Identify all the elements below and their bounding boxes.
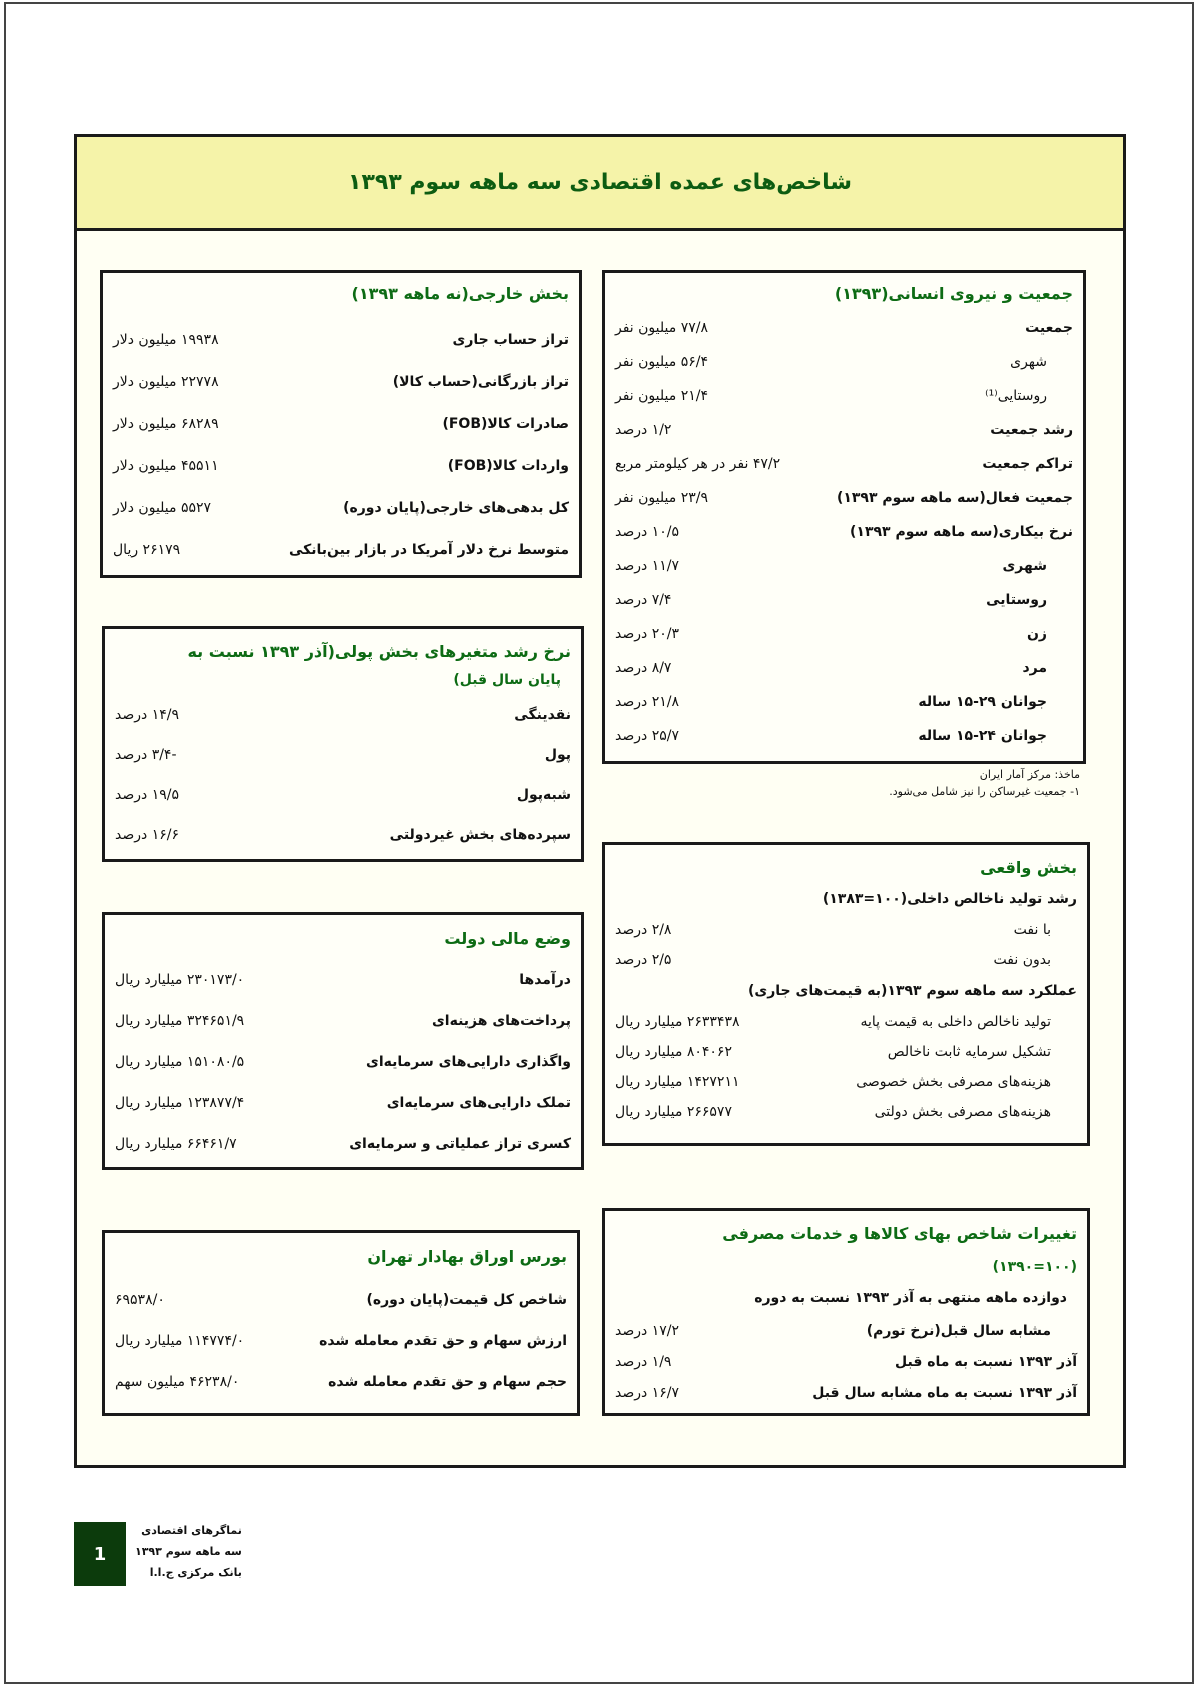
table-row: پول -۳/۴ درصد — [115, 747, 571, 763]
cpi-base-year: (۱۰۰=۱۳۹۰) — [992, 1259, 1077, 1275]
performance-heading: عملکرد سه ماهه سوم ۱۳۹۳(به قیمت‌های جاری) — [748, 983, 1077, 999]
table-row: جوانان ۲۹-۱۵ ساله ۲۱/۸ درصد — [615, 694, 1047, 710]
table-row: تراز بازرگانی(حساب کالا) ۲۲۷۷۸ میلیون دلار — [113, 374, 569, 390]
source-note: ماخذ: مرکز آمار ایران — [979, 768, 1080, 781]
table-row: آذر ۱۳۹۳ نسبت به ماه قبل ۱/۹ درصد — [615, 1353, 1077, 1370]
table-row: زن ۲۰/۳ درصد — [615, 626, 1047, 642]
cpi-title: تغییرات شاخص بهای کالاها و خدمات مصرفی — [722, 1224, 1077, 1243]
cpi-heading: دوازده ماهه منتهی به آذر ۱۳۹۳ نسبت به دوره — [754, 1290, 1067, 1306]
table-row: روستایی ۷/۴ درصد — [615, 592, 1047, 608]
footer-line: بانک مرکزی ج.ا.ا — [149, 1566, 242, 1579]
table-row: با نفت ۲/۸ درصد — [615, 922, 1051, 938]
table-row: کل بدهی‌های خارجی(پایان دوره) ۵۵۲۷ میلیون دلار — [113, 500, 569, 516]
table-row: مرد ۸/۷ درصد — [615, 660, 1047, 676]
table-row: جمعیت ۷۷/۸ میلیون نفر — [615, 320, 1073, 336]
monetary-box — [102, 626, 584, 862]
table-row: درآمدها ۲۳۰۱۷۳/۰ میلیارد ریال — [115, 971, 571, 988]
table-row: کسری تراز عملیاتی و سرمایه‌ای ۶۶۴۶۱/۷ میلیارد ریال — [115, 1135, 571, 1152]
table-row: پرداخت‌های هزینه‌ای ۳۲۴۶۵۱/۹ میلیارد ریال — [115, 1012, 571, 1029]
table-row: جوانان ۲۴-۱۵ ساله ۲۵/۷ درصد — [615, 728, 1047, 744]
monetary-subtitle: پایان سال قبل) — [453, 672, 561, 688]
table-row: سپرده‌های بخش غیردولتی ۱۶/۶ درصد — [115, 827, 571, 843]
table-row: شبه‌پول ۱۹/۵ درصد — [115, 787, 571, 803]
table-row: متوسط نرخ دلار آمریکا در بازار بین‌بانکی ۲۶۱۷۹ ریال — [113, 542, 569, 558]
table-row: تشکیل سرمایه ثابت ناخالص ۸۰۴۰۶۲ میلیارد ریال — [615, 1044, 1051, 1060]
real-sector-box — [602, 842, 1090, 1146]
stock-exchange-box — [102, 1230, 580, 1416]
table-row: شاخص کل قیمت(پایان دوره) ۶۹۵۳۸/۰ — [115, 1291, 567, 1308]
stock-exchange-title: بورس اوراق بهادار تهران — [367, 1247, 567, 1266]
table-row: بدون نفت ۲/۵ درصد — [615, 952, 1051, 968]
external-rows — [103, 307, 579, 571]
table-row: حجم سهام و حق تقدم معامله شده ۴۶۲۳۸/۰ میلیون سهم — [115, 1373, 567, 1390]
footnote: ۱- جمعیت غیرساکن را نیز شامل می‌شود. — [889, 785, 1080, 798]
table-row: هزینه‌های مصرفی بخش خصوصی ۱۴۲۷۲۱۱ میلیارد ریال — [615, 1074, 1051, 1090]
table-row: شهری ۵۶/۴ میلیون نفر — [615, 354, 1047, 370]
table-row: نرخ بیکاری(سه ماهه سوم ۱۳۹۳) ۱۰/۵ درصد — [615, 524, 1073, 540]
fiscal-box — [102, 912, 584, 1170]
table-row: رشد جمعیت ۱/۲ درصد — [615, 422, 1073, 438]
table-row: واردات کالا(FOB) ۴۵۵۱۱ میلیون دلار — [113, 458, 569, 474]
monetary-title: نرخ رشد متغیرهای بخش پولی(آذر ۱۳۹۳ نسبت به — [187, 642, 571, 661]
monetary-rows — [105, 693, 581, 855]
gdp-growth-heading: رشد تولید ناخالص داخلی(۱۰۰=۱۳۸۳) — [822, 891, 1077, 907]
page-number: 1 — [74, 1522, 126, 1586]
footer-line: نماگرهای اقتصادی — [141, 1524, 242, 1537]
population-title: جمعیت و نیروی انسانی(۱۳۹۳) — [834, 284, 1073, 303]
table-row: تراکم جمعیت ۴۷/۲ نفر در هر کیلومتر مربع — [615, 456, 1073, 472]
title-banner — [77, 137, 1123, 231]
external-title: بخش خارجی(نه ماهه ۱۳۹۳) — [351, 284, 569, 303]
page-title: شاخص‌های عمده اقتصادی سه ماهه سوم ۱۳۹۳ — [348, 170, 852, 195]
population-notes — [700, 766, 1080, 800]
table-row: تولید ناخالص داخلی به قیمت پایه ۲۶۳۳۴۳۸ میلیارد ریال — [615, 1014, 1051, 1030]
real-sector-title: بخش واقعی — [980, 858, 1077, 877]
population-rows — [605, 307, 1083, 753]
table-row: روستایی⁽¹⁾ ۲۱/۴ میلیون نفر — [615, 388, 1047, 404]
table-row: هزینه‌های مصرفی بخش دولتی ۲۶۶۵۷۷ میلیارد ریال — [615, 1104, 1051, 1120]
table-row: ارزش سهام و حق تقدم معامله شده ۱۱۴۷۷۴/۰ میلیارد ریال — [115, 1332, 567, 1349]
table-row: صادرات کالا(FOB) ۶۸۲۸۹ میلیون دلار — [113, 416, 569, 432]
table-row: شهری ۱۱/۷ درصد — [615, 558, 1047, 574]
table-row: واگذاری دارایی‌های سرمایه‌ای ۱۵۱۰۸۰/۵ میلیارد ریال — [115, 1053, 571, 1070]
table-row: مشابه سال قبل(نرخ تورم) ۱۷/۲ درصد — [615, 1322, 1051, 1339]
table-row: نقدینگی ۱۴/۹ درصد — [115, 707, 571, 723]
table-row: آذر ۱۳۹۳ نسبت به ماه مشابه سال قبل ۱۶/۷ درصد — [615, 1384, 1077, 1401]
table-row: تراز حساب جاری ۱۹۹۳۸ میلیون دلار — [113, 332, 569, 348]
table-row: تملک دارایی‌های سرمایه‌ای ۱۲۳۸۷۷/۴ میلیارد ریال — [115, 1094, 571, 1111]
footer-line: سه ماهه سوم ۱۳۹۳ — [135, 1545, 242, 1558]
table-row: جمعیت فعال(سه ماهه سوم ۱۳۹۳) ۲۳/۹ میلیون نفر — [615, 490, 1073, 506]
fiscal-rows — [105, 955, 581, 1164]
footer-caption — [135, 1520, 242, 1583]
stock-rows — [105, 1273, 577, 1402]
population-box — [602, 270, 1086, 764]
cpi-box — [602, 1208, 1090, 1416]
fiscal-title: وضع مالی دولت — [444, 929, 571, 948]
external-box — [100, 270, 582, 578]
